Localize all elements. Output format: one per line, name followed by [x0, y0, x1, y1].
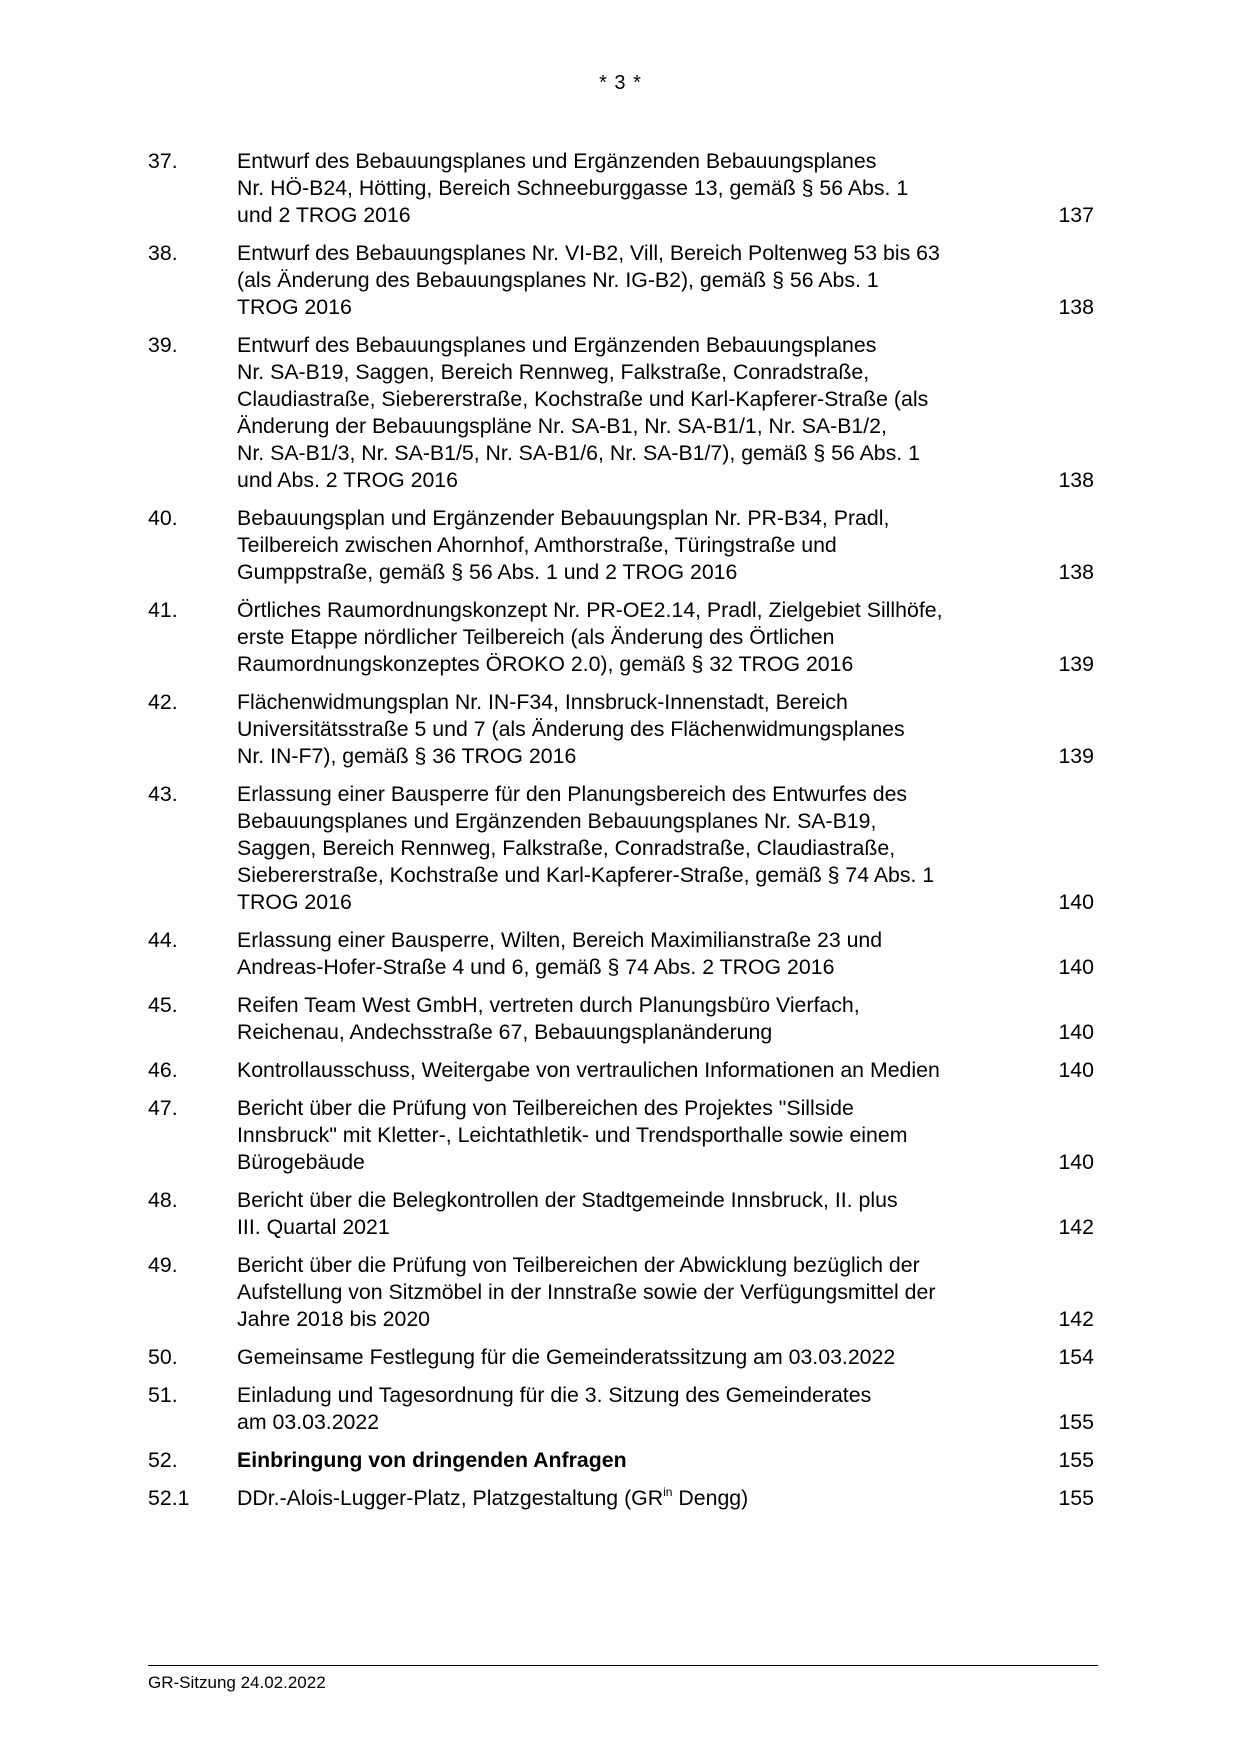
entry-title: [237, 505, 1016, 586]
entry-page-number: 154: [1058, 1345, 1094, 1369]
entry-title-line: Universitätsstraße 5 und 7 (als Änderung des Flächenwidmungsplanes: [237, 717, 905, 741]
entry-number: 45.: [148, 993, 178, 1017]
entry-title-line: Einladung und Tagesordnung für die 3. Sitzung des Gemeinderates: [237, 1383, 872, 1407]
entry-title-line: erste Etappe nördlicher Teilbereich (als Änderung des Örtlichen: [237, 625, 835, 649]
entry-title-superscript: in: [663, 1485, 673, 1499]
entry-page-number: 138: [1058, 295, 1094, 319]
entry-title-line: Nr. SA-B19, Saggen, Bereich Rennweg, Falkstraße, Conradstraße,: [237, 360, 870, 384]
entry-title-line: Andreas-Hofer-Straße 4 und 6, gemäß § 74 Abs. 2 TROG 2016: [237, 955, 835, 979]
entry-number: 42.: [148, 690, 178, 714]
entry-page-number: 155: [1058, 1410, 1094, 1434]
entry-title: [237, 1252, 1016, 1333]
entry-title-line: Raumordnungskonzeptes ÖROKO 2.0), gemäß § 32 TROG 2016: [237, 652, 854, 676]
entry-page-number: 139: [1058, 652, 1094, 676]
entry-number: 50.: [148, 1345, 178, 1369]
entry-title: [237, 332, 1016, 494]
entry-page-number: 140: [1058, 890, 1094, 914]
entry-page-number: 142: [1058, 1215, 1094, 1239]
entry-title-line: Gumppstraße, gemäß § 56 Abs. 1 und 2 TROG 2016: [237, 560, 738, 584]
entry-title: [237, 1344, 1016, 1371]
entry-title-line: Entwurf des Bebauungsplanes und Ergänzenden Bebauungsplanes: [237, 149, 877, 173]
entry-title-line: und 2 TROG 2016: [237, 203, 411, 227]
entry-title-line: Gemeinsame Festlegung für die Gemeinderatssitzung am 03.03.2022: [237, 1345, 896, 1369]
toc-entry: [148, 1057, 1098, 1084]
entry-title-line: Innsbruck" mit Kletter-, Leichtathletik- und Trendsporthalle sowie einem: [237, 1123, 908, 1147]
toc-entry: [148, 332, 1098, 494]
entry-title-line: Nr. IN-F7), gemäß § 36 TROG 2016: [237, 744, 577, 768]
entry-title-line: Örtliches Raumordnungskonzept Nr. PR-OE2.14, Pradl, Zielgebiet Sillhöfe,: [237, 598, 943, 622]
entry-page-number: 155: [1058, 1486, 1094, 1510]
entry-title-line: Aufstellung von Sitzmöbel in der Innstraße sowie der Verfügungsmittel der: [237, 1280, 936, 1304]
entry-page-number: 155: [1058, 1448, 1094, 1472]
entry-title-line: Flächenwidmungsplan Nr. IN-F34, Innsbruck-Innenstadt, Bereich: [237, 690, 848, 714]
entry-number: 43.: [148, 782, 178, 806]
entry-title: [237, 240, 1016, 321]
entry-title-line: Nr. HÖ-B24, Hötting, Bereich Schneeburggasse 13, gemäß § 56 Abs. 1: [237, 176, 909, 200]
entry-title-line: und Abs. 2 TROG 2016: [237, 468, 458, 492]
entry-title: [237, 1382, 1016, 1436]
entry-page-number: 139: [1058, 744, 1094, 768]
entry-number: 46.: [148, 1058, 178, 1082]
entry-title-text: Dengg): [672, 1486, 749, 1510]
entry-number: 48.: [148, 1188, 178, 1212]
toc-entry: [148, 1447, 1098, 1474]
entry-title: [237, 1095, 1016, 1176]
entry-page-number: 140: [1058, 955, 1094, 979]
toc-entry: [148, 1095, 1098, 1176]
footer-divider: [148, 1665, 1098, 1666]
entry-number: 38.: [148, 241, 178, 265]
toc-entry: [148, 927, 1098, 981]
toc-entry: [148, 1382, 1098, 1436]
entry-number: 49.: [148, 1253, 178, 1277]
toc-entry: [148, 1485, 1098, 1512]
toc-entry: [148, 1344, 1098, 1371]
entry-title-line: Nr. SA-B1/3, Nr. SA-B1/5, Nr. SA-B1/6, Nr. SA-B1/7), gemäß § 56 Abs. 1: [237, 441, 920, 465]
entry-title-line: Bürogebäude: [237, 1150, 365, 1174]
entry-title: [237, 148, 1016, 229]
entry-number: 40.: [148, 506, 178, 530]
entry-title-line: Änderung der Bebauungspläne Nr. SA-B1, Nr. SA-B1/1, Nr. SA-B1/2,: [237, 414, 887, 438]
entry-title-line: Bebauungsplanes und Ergänzenden Bebauungsplanes Nr. SA-B19,: [237, 809, 877, 833]
entry-number: 47.: [148, 1096, 178, 1120]
entry-title-line: Jahre 2018 bis 2020: [237, 1307, 431, 1331]
toc-entry: [148, 1187, 1098, 1241]
entry-title-line: Reichenau, Andechsstraße 67, Bebauungsplanänderung: [237, 1020, 773, 1044]
entry-title-line: TROG 2016: [237, 295, 352, 319]
entry-title-line: Erlassung einer Bausperre, Wilten, Bereich Maximilianstraße 23 und: [237, 928, 883, 952]
entry-page-number: 138: [1058, 560, 1094, 584]
entry-page-number: 140: [1058, 1020, 1094, 1044]
entry-title-line: Kontrollausschuss, Weitergabe von vertraulichen Informationen an Medien: [237, 1058, 940, 1082]
entry-title: [237, 689, 1016, 770]
entry-title-line: Bericht über die Prüfung von Teilbereichen der Abwicklung bezüglich der: [237, 1253, 920, 1277]
entry-title-line: TROG 2016: [237, 890, 352, 914]
entry-title-line: Saggen, Bereich Rennweg, Falkstraße, Conradstraße, Claudiastraße,: [237, 836, 896, 860]
entry-number: 37.: [148, 149, 178, 173]
entry-title-line: Teilbereich zwischen Ahornhof, Amthorstraße, Türingstraße und: [237, 533, 837, 557]
toc-entry: [148, 992, 1098, 1046]
entry-page-number: 140: [1058, 1150, 1094, 1174]
entry-title: [237, 1057, 1016, 1084]
entry-number: 39.: [148, 333, 178, 357]
entry-title: [237, 1187, 1016, 1241]
toc-entry: [148, 148, 1098, 229]
entry-title-line: Einbringung von dringenden Anfragen: [237, 1448, 627, 1472]
page-number: * 3 *: [599, 72, 642, 94]
entry-title: [237, 992, 1016, 1046]
entry-title-line: am 03.03.2022: [237, 1410, 380, 1434]
entry-number: 52.: [148, 1448, 178, 1472]
entry-title-line: Reifen Team West GmbH, vertreten durch Planungsbüro Vierfach,: [237, 993, 860, 1017]
entry-title-line: Claudiastraße, Siebererstraße, Kochstraße und Karl-Kapferer-Straße (als: [237, 387, 929, 411]
entry-title: [237, 781, 1016, 916]
entry-title-line: Bericht über die Belegkontrollen der Stadtgemeinde Innsbruck, II. plus: [237, 1188, 898, 1212]
entry-number: 52.1: [148, 1486, 190, 1510]
entry-title-line: Entwurf des Bebauungsplanes und Ergänzenden Bebauungsplanes: [237, 333, 877, 357]
entry-title: [237, 1485, 1016, 1512]
toc-entry: [148, 240, 1098, 321]
entry-title-line: Bericht über die Prüfung von Teilbereichen des Projektes "Sillside: [237, 1096, 854, 1120]
entry-page-number: 142: [1058, 1307, 1094, 1331]
toc-entry: [148, 781, 1098, 916]
footer-session-date: GR-Sitzung 24.02.2022: [148, 1673, 326, 1692]
entry-title-text: DDr.-Alois-Lugger-Platz, Platzgestaltung (GR: [237, 1486, 664, 1510]
entry-title-line: III. Quartal 2021: [237, 1215, 390, 1239]
entry-title: [237, 597, 1016, 678]
entry-title-line: Entwurf des Bebauungsplanes Nr. VI-B2, Vill, Bereich Poltenweg 53 bis 63: [237, 241, 940, 265]
entry-title: [237, 927, 1016, 981]
entry-title-line: Erlassung einer Bausperre für den Planungsbereich des Entwurfes des: [237, 782, 908, 806]
entry-title-line: Siebererstraße, Kochstraße und Karl-Kapferer-Straße, gemäß § 74 Abs. 1: [237, 863, 935, 887]
entry-number: 51.: [148, 1383, 178, 1407]
entry-title-line: Bebauungsplan und Ergänzender Bebauungsplan Nr. PR-B34, Pradl,: [237, 506, 890, 530]
entry-number: 44.: [148, 928, 178, 952]
entry-number: 41.: [148, 598, 178, 622]
entry-title-line: (als Änderung des Bebauungsplanes Nr. IG-B2), gemäß § 56 Abs. 1: [237, 268, 879, 292]
toc-entry: [148, 689, 1098, 770]
table-of-contents: [148, 148, 1098, 1523]
entry-page-number: 140: [1058, 1058, 1094, 1082]
toc-entry: [148, 505, 1098, 586]
entry-title: [237, 1447, 1016, 1474]
entry-page-number: 137: [1058, 203, 1094, 227]
entry-page-number: 138: [1058, 468, 1094, 492]
toc-entry: [148, 597, 1098, 678]
toc-entry: [148, 1252, 1098, 1333]
